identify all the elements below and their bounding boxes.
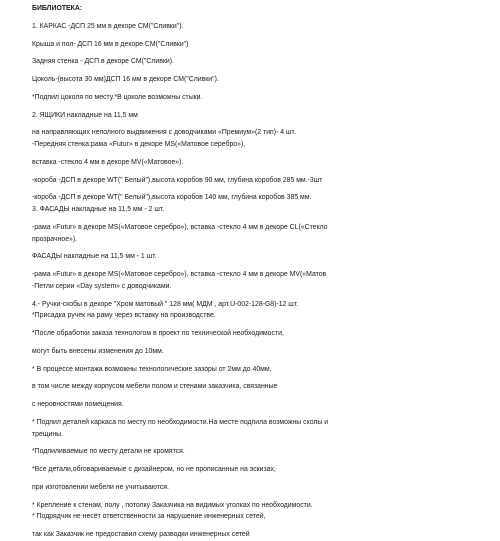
note-line: могут быть внесены изменения до 10мм. (32, 347, 164, 355)
note-line: трещины. (32, 430, 64, 438)
note-line: в том числе между корпусом мебели полом и стенами заказчика, связанные (32, 383, 278, 391)
note-line: с неровностями помещения. (32, 401, 124, 408)
text-line: Цоколь-(высота 30 мм)ДСП 16 мм в декоре CM("Сливки"). (32, 76, 219, 83)
note-line: * Подрядчик не несёт ответственности за нарушение инженерных сетей, (32, 513, 266, 521)
section-drawers-heading: 2. ЯЩИКИ накладные на 11,5 мм (32, 111, 138, 119)
text-line: -рама «Futur» в декоре MS(«Матовое серебро»), вставка -стекло 4 мм в декоре MV(«Матов (32, 271, 327, 278)
text-line: ФАСАДЫ накладные на 11,5 мм - 1 шт. (32, 253, 157, 261)
section-facades-heading: 3. ФАСАДЫ накладные на 11,5 мм - 2 шт. (32, 206, 165, 213)
section-carcass-heading: 1. КАРКАС -ДСП 25 мм в декоре CM("Сливки"). (32, 22, 184, 30)
note-line: *Подпиливаемые по месту детали не кромятся. (32, 448, 185, 456)
text-line: -короба -ДСП в декоре WT(" Белый"),высота коробов 90 мм, глубина коробов 285 мм.-3шт (32, 176, 323, 184)
text-line: -Передняя стенка:рама «Futur» в декоре MS(«Матовое серебро»), (32, 141, 246, 148)
text-line: -Петли серии «Day system» с доводчиками. (32, 282, 172, 290)
text-line: -рама «Futur» в декоре MS(«Матовое серебро»), вставка -стекло 4 мм в декоре CL(«Стекло (32, 223, 328, 231)
note-line: * Подпил деталей каркаса по месту по необходимости.На месте подпила возможны сколы и (32, 418, 329, 426)
section-title-library: БИБЛИОТЕКА: (32, 5, 83, 12)
note-line: *Все детали,обговариваемые с дизайнером, но не прописанные на эскизах, (32, 466, 276, 473)
text-line: на направляющих неполного выдвижения с доводчиками «Премиум»(2 тип)- 4 шт. (32, 129, 296, 137)
text-line: вставка -стекло 4 мм в декоре MV(«Матовое»). (32, 158, 184, 166)
note-line: * Крепление к стенам, полу , потолку Заказчика на видимых уголках по необходимости. (32, 501, 313, 509)
note-line: при изготовлении мебели не учитываются. (32, 483, 169, 491)
text-line: Задняя стенка - ДСП в декоре CM("Сливки). (32, 58, 174, 66)
note-line: так как Заказчик не предоставил схему разводки инженерных сетей (32, 531, 250, 538)
note-line: * В процессе монтажа возможны технологические зазоры от 2мм до 40мм, (32, 365, 272, 373)
note-line: *Подпил цоколя по месту.*В цоколе возможны стыки. (32, 93, 203, 101)
text-line: прозрачное»). (32, 235, 78, 243)
text-line: Крыша и пол- ДСП 16 мм в декоре CM("Сливки") (32, 40, 189, 48)
note-line: *После обработки заказа технологом в проект по технической необходимости, (32, 330, 284, 337)
note-line: *Присадка ручек на раму через вставку на производстве. (32, 312, 216, 320)
section-handles-heading: 4.- Ручки-скобы в декоре "Хром матовый " 128 мм( МДМ , арт.U-002-128-G8)-12 шт. (32, 300, 299, 308)
text-line: -короба -ДСП в декоре WT(" Белый"),высота коробов 140 мм, глубина коробов 385 мм. (32, 194, 312, 202)
